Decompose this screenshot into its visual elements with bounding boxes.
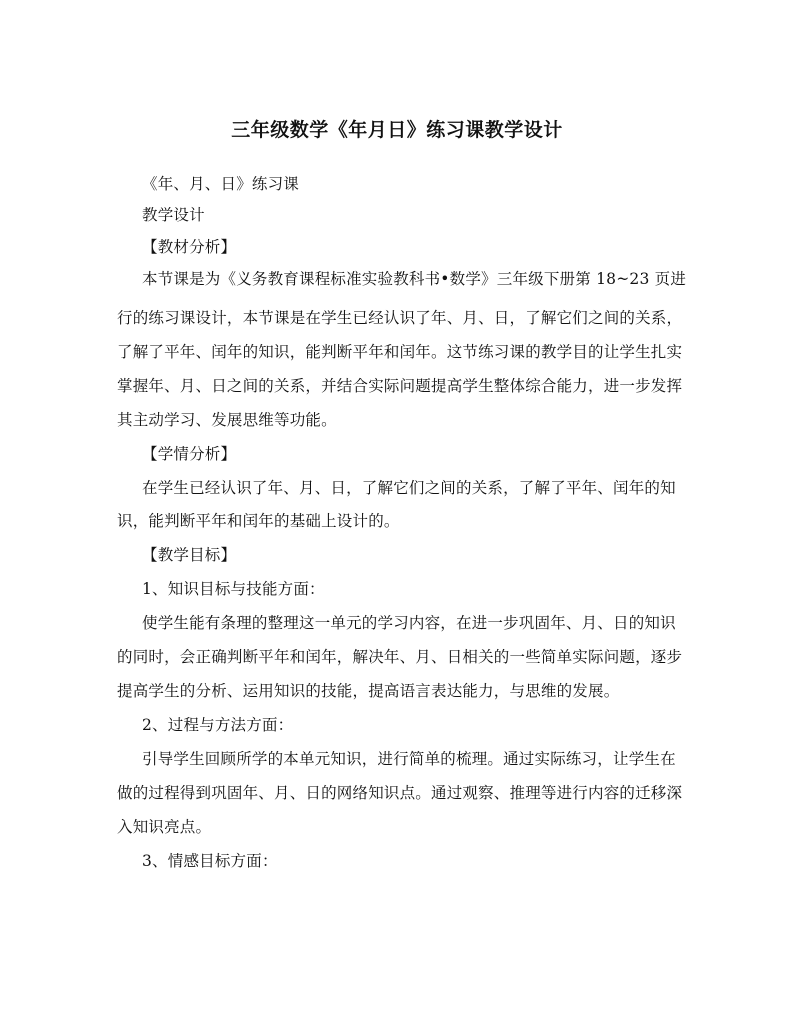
heading-teaching-goals: 【教学目标】 <box>142 546 237 564</box>
paragraph-line: 的同时，会正确判断平年和闰年，解决年、月、日相关的一些简单实际问题，逐步 <box>117 648 683 666</box>
paragraph-line: 做的过程得到巩固年、月、日的网络知识点。通过观察、推理等进行内容的迁移深 <box>117 784 683 802</box>
paragraph-line: 提高学生的分析、运用知识的技能，提高语言表达能力，与思维的发展。 <box>117 682 620 700</box>
paragraph-line: 识，能判断平年和闰年的基础上设计的。 <box>117 512 400 530</box>
paragraph-line: 引导学生回顾所学的本单元知识，进行简单的梳理。通过实际练习，让学生在 <box>142 750 676 768</box>
subheading-process-method: 2、过程与方法方面： <box>142 716 294 734</box>
paragraph-line: 入知识亮点。 <box>117 818 212 836</box>
paragraph-line: 使学生能有条理的整理这一单元的学习内容，在进一步巩固年、月、日的知识 <box>142 614 676 632</box>
paragraph-line: 了解了平年、闰年的知识，能判断平年和闰年。这节练习课的教学目的让学生扎实 <box>117 343 683 361</box>
section-label-design: 教学设计 <box>142 206 205 224</box>
subheading-knowledge-skills: 1、知识目标与技能方面： <box>142 580 325 598</box>
paragraph-line: 其主动学习、发展思维等功能。 <box>117 411 337 429</box>
paragraph-line: 掌握年、月、日之间的关系，并结合实际问题提高学生整体综合能力，进一步发挥 <box>117 377 683 395</box>
heading-material-analysis: 【教材分析】 <box>142 238 237 256</box>
paragraph-line: 本节课是为《义务教育课程标准实验教科书•数学》三年级下册第 18~23 页进 <box>142 270 687 288</box>
paragraph-line: 行的练习课设计，本节课是在学生已经认识了年、月、日，了解它们之间的关系， <box>117 309 683 327</box>
paragraph-line: 在学生已经认识了年、月、日，了解它们之间的关系，了解了平年、闰年的知 <box>142 479 676 497</box>
lesson-name: 《年、月、日》练习课 <box>142 175 300 193</box>
subheading-emotional-goals: 3、情感目标方面： <box>142 852 278 870</box>
heading-learner-analysis: 【学情分析】 <box>142 445 237 463</box>
document-title: 三年级数学《年月日》练习课教学设计 <box>231 119 563 141</box>
